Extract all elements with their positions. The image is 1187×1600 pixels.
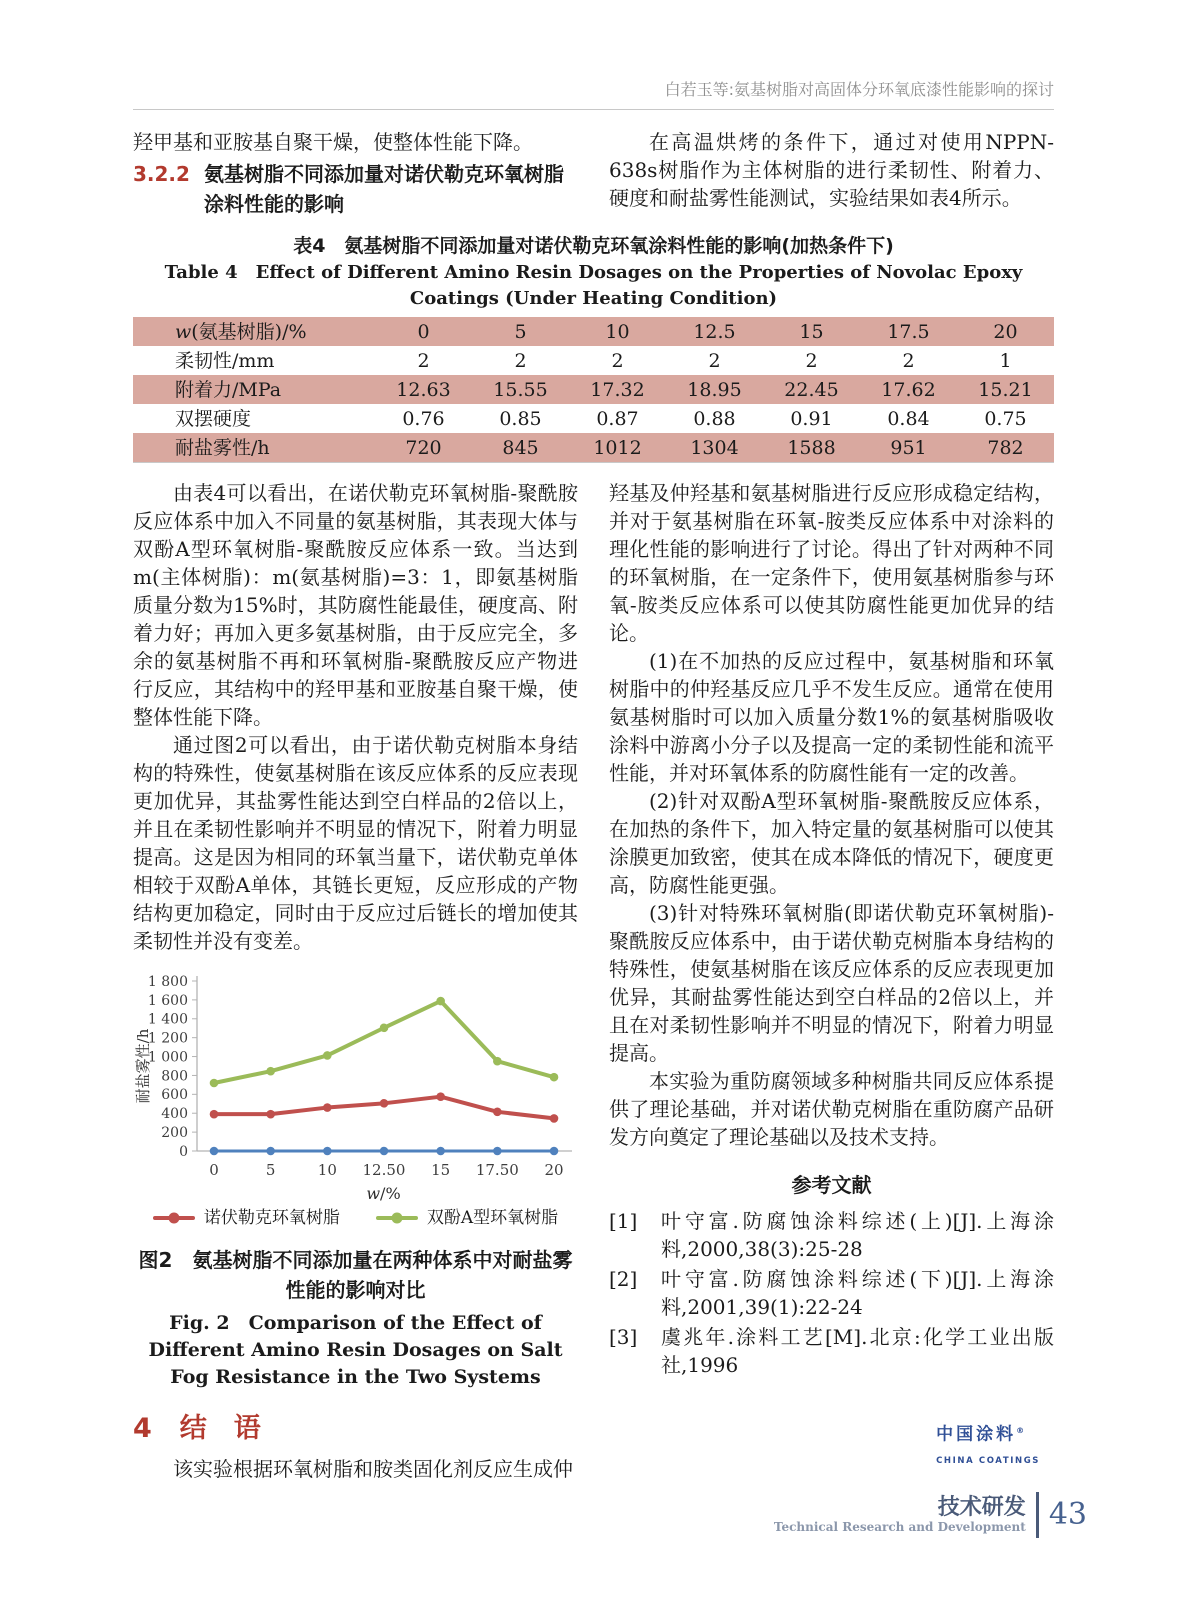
table-row (133, 346, 1054, 375)
svg-text:1 400: 1 400 (147, 1011, 188, 1028)
table-cell: 2 (805, 349, 818, 372)
svg-text:1 600: 1 600 (147, 992, 188, 1009)
figure2-caption-en: Fig. 2 Comparison of the Effect of Different Amino Resin Dosages on Salt Fog Resistance in the Two Systems (148, 1312, 563, 1388)
svg-text:耐盐雾性/h: 耐盐雾性/h (134, 1028, 152, 1104)
table-cell: 5 (514, 320, 527, 343)
logo-wrap (609, 1421, 1054, 1475)
table-cell: 15.55 (493, 378, 548, 401)
table-cell: 20 (993, 320, 1018, 343)
reference-item (609, 1207, 1054, 1263)
right-column-top (609, 128, 1054, 219)
table-cell: 15 (799, 320, 824, 343)
legend-label: 诺伏勒克环氧树脂 (203, 1208, 340, 1228)
table-cell: 0 (417, 320, 430, 343)
paragraph: 在高温烘烤的条件下，通过对使用NPPN-638s树脂作为主体树脂的进行柔韧性、附着力、硬度和耐盐雾性能测试，实验结果如表4所示。 (609, 130, 1054, 210)
section-4-heading (133, 1415, 578, 1443)
logo-text-en: CHINA COATINGS (936, 1455, 1040, 1466)
table-row (133, 433, 1054, 463)
chart-legend (133, 1207, 578, 1229)
table-row-label: 附着力/MPa (175, 378, 282, 401)
table-cell: 17.5 (887, 320, 930, 343)
chart-svg (133, 965, 578, 1207)
footer-left (774, 1495, 1026, 1535)
reference-number: [3] (609, 1325, 638, 1349)
table-cell: 782 (987, 436, 1024, 459)
legend-label: 双酚A型环氧树脂 (426, 1208, 559, 1228)
legend-item (153, 1207, 340, 1229)
svg-text:400: 400 (161, 1106, 188, 1123)
paragraph: (1)在不加热的反应过程中，氨基树脂和环氧树脂中的仲羟基反应几乎不发生反应。通常在使用氨基树脂时可以加入质量分数1%的氨基树脂吸收涂料中游离小分子以及提高一定的柔韧性能和流平性能，并对环氧体系的防腐性能有一定的改善。 (609, 649, 1054, 785)
table-cell: 18.95 (687, 378, 742, 401)
salt-fog-line-chart (133, 965, 578, 1207)
page-number: 43 (1048, 1497, 1087, 1532)
table-cell: 1012 (593, 436, 642, 459)
reference-number: [1] (609, 1209, 638, 1233)
table-cell: 0.84 (887, 407, 930, 430)
reference-text: 叶守富.防腐蚀涂料综述(下)[J].上海涂料,2001,39(1):22-24 (661, 1267, 1054, 1319)
table-cell: 12.63 (396, 378, 451, 401)
main-row (133, 479, 1054, 1483)
svg-text:200: 200 (161, 1125, 188, 1142)
carryover-line: 羟甲基和亚胺基自聚干燥，使整体性能下降。 (133, 130, 533, 154)
figure2 (133, 965, 578, 1391)
logo-text-zh: 中国涂料 (936, 1424, 1017, 1445)
svg-text:0: 0 (209, 1161, 219, 1179)
svg-text:w/%: w/% (366, 1184, 401, 1203)
left-column-top (133, 128, 578, 219)
references-heading: 参考文献 (791, 1173, 872, 1197)
table4-caption-en: Table 4 Effect of Different Amino Resin Dosages on the Properties of Novolac Epoxy Coatings (Under Heating Condition) (164, 262, 1023, 309)
legend-dot (391, 1213, 402, 1224)
reference-item (609, 1265, 1054, 1321)
table-cell: 2 (708, 349, 721, 372)
paragraph: (2)针对双酚A型环氧树脂-聚酰胺反应体系，在加热的条件下，加入特定量的氨基树脂可以使其涂膜更加致密，使其在成本降低的情况下，硬度更高，防腐性能更强。 (609, 789, 1054, 897)
reference-text: 虞兆年.涂料工艺[M].北京:化学工业出版社,1996 (661, 1325, 1054, 1377)
running-header (133, 80, 1054, 110)
table-cell: 0.87 (596, 407, 639, 430)
table-cell: 0.88 (693, 407, 736, 430)
table-cell: 0.85 (499, 407, 542, 430)
table-cell: 17.62 (881, 378, 936, 401)
paragraph: 通过图2可以看出，由于诺伏勒克树脂本身结构的特殊性，使氨基树脂在该反应体系的反应表现更加优异，其盐雾性能达到空白样品的2倍以上，并且在柔韧性影响并不明显的情况下，附着力明显提高。这是因为相同的环氧当量下，诺伏勒克单体相较于双酚A单体，其链长更短，反应形成的产物结构更加稳定，同时由于反应过后链长的增加使其柔韧性并没有变差。 (133, 733, 578, 953)
table-cell: 2 (417, 349, 430, 372)
reference-list (609, 1207, 1054, 1379)
table-cell: 1 (999, 349, 1012, 372)
top-row (133, 128, 1054, 219)
table-cell: 2 (514, 349, 527, 372)
paragraph: 羟基及仲羟基和氨基树脂进行反应形成稳定结构，并对于氨基树脂在环氧-胺类反应体系中对涂料的理化性能的影响进行了讨论。得出了针对两种不同的环氧树脂，在一定条件下，使用氨基树脂参与环氧-胺类反应体系可以使其防腐性能更加优异的结论。 (609, 481, 1054, 645)
content (133, 128, 1054, 1483)
legend-item (376, 1207, 558, 1229)
page-footer (774, 1492, 1087, 1538)
paragraph: 本实验为重防腐领域多种树脂共同反应体系提供了理论基础，并对诺伏勒克树脂在重防腐产品研发方向奠定了理论基础以及技术支持。 (609, 1069, 1054, 1149)
table-row-label: 耐盐雾性/h (175, 436, 270, 459)
svg-text:5: 5 (265, 1161, 276, 1179)
legend-line-dot-marker (376, 1216, 418, 1220)
svg-text:1 800: 1 800 (147, 973, 188, 990)
table4-caption-zh: 表4 氨基树脂不同添加量对诺伏勒克环氧涂料性能的影响(加热条件下) (293, 235, 894, 257)
section-title: 氨基树脂不同添加量对诺伏勒克环氧树脂涂料性能的影响 (203, 162, 564, 216)
reference-number: [2] (609, 1267, 638, 1291)
table-cell: 0.75 (984, 407, 1027, 430)
legend-dot (168, 1213, 179, 1224)
table-cell: 845 (502, 436, 539, 459)
table-cell: 951 (890, 436, 927, 459)
svg-text:800: 800 (161, 1068, 188, 1085)
svg-text:12.50: 12.50 (362, 1161, 406, 1179)
table4-block (133, 233, 1054, 463)
table-cell: 2 (611, 349, 624, 372)
table-cell: 0.76 (402, 407, 445, 430)
section-title: 结 语 (179, 1413, 261, 1444)
footer-section-zh: 技术研发 (937, 1495, 1026, 1520)
paragraph: 该实验根据环氧树脂和胺类固化剂反应生成仲 (173, 1457, 573, 1481)
paragraph: 由表4可以看出，在诺伏勒克环氧树脂-聚酰胺反应体系中加入不同量的氨基树脂，其表现大体与双酚A型环氧树脂-聚酰胺反应体系一致。当达到m(主体树脂)：m(氨基树脂)=3：1，即氨基树脂质量分数为15%时，其防腐性能最佳，硬度高、附着力好；再加入更多氨基树脂，由于反应完全，多余的氨基树脂不再和环氧树脂-聚酰胺反应产物进行反应，其结构中的羟甲基和亚胺基自聚干燥，使整体性能下降。 (133, 481, 578, 729)
legend-line-dot-marker (153, 1216, 195, 1220)
table-cell: 0.91 (790, 407, 833, 430)
china-coatings-logo (936, 1421, 1040, 1475)
svg-text:0: 0 (179, 1143, 188, 1160)
table-cell: 720 (405, 436, 442, 459)
table-cell: 17.32 (590, 378, 645, 401)
section-number: 3.2.2 (133, 162, 190, 186)
footer-section-en: Technical Research and Development (773, 1520, 1026, 1534)
table-cell: 10 (605, 320, 630, 343)
table4 (133, 317, 1054, 463)
figure2-caption-zh: 图2 氨基树脂不同添加量在两种体系中对耐盐雾性能的影响对比 (138, 1248, 573, 1302)
paragraph: (3)针对特殊环氧树脂(即诺伏勒克环氧树脂)-聚酰胺反应体系中，由于诺伏勒克树脂本身结构的特殊性，使氨基树脂在该反应体系的反应表现更加优异，其耐盐雾性能达到空白样品的2倍以上，并且在对柔韧性影响并不明显的情况下，附着力明显提高。 (609, 901, 1054, 1065)
reference-text: 叶守富.防腐蚀涂料综述(上)[J].上海涂料,2000,38(3):25-28 (661, 1209, 1054, 1261)
table-cell: 2 (902, 349, 915, 372)
table-cell: 1588 (787, 436, 836, 459)
table-header-row (133, 317, 1054, 346)
section-number: 4 (133, 1413, 152, 1444)
table-row-label: 双摆硬度 (175, 407, 252, 430)
footer-divider (1036, 1492, 1039, 1538)
table-cell: 15.21 (978, 378, 1033, 401)
table-cell: 1304 (690, 436, 739, 459)
svg-text:600: 600 (161, 1087, 188, 1104)
left-column-main (133, 479, 578, 1483)
svg-text:10: 10 (317, 1161, 337, 1179)
table-cell: 22.45 (784, 378, 839, 401)
right-column-main (609, 479, 1054, 1483)
registered-mark: ® (1016, 1426, 1025, 1435)
table-cell: 12.5 (693, 320, 736, 343)
svg-text:15: 15 (431, 1161, 451, 1179)
svg-text:1 200: 1 200 (147, 1030, 188, 1047)
svg-text:1 000: 1 000 (147, 1049, 188, 1066)
svg-text:20: 20 (544, 1161, 564, 1179)
svg-text:17.50: 17.50 (475, 1161, 519, 1179)
table-row-label: w(氨基树脂)/% (175, 320, 307, 343)
table-row (133, 375, 1054, 404)
table-row (133, 404, 1054, 433)
reference-item (609, 1323, 1054, 1379)
section-3-2-2-heading (133, 159, 578, 219)
table-row-label: 柔韧性/mm (175, 349, 275, 372)
running-title: 白若玉等:氨基树脂对高固体分环氧底漆性能影响的探讨 (664, 80, 1054, 99)
